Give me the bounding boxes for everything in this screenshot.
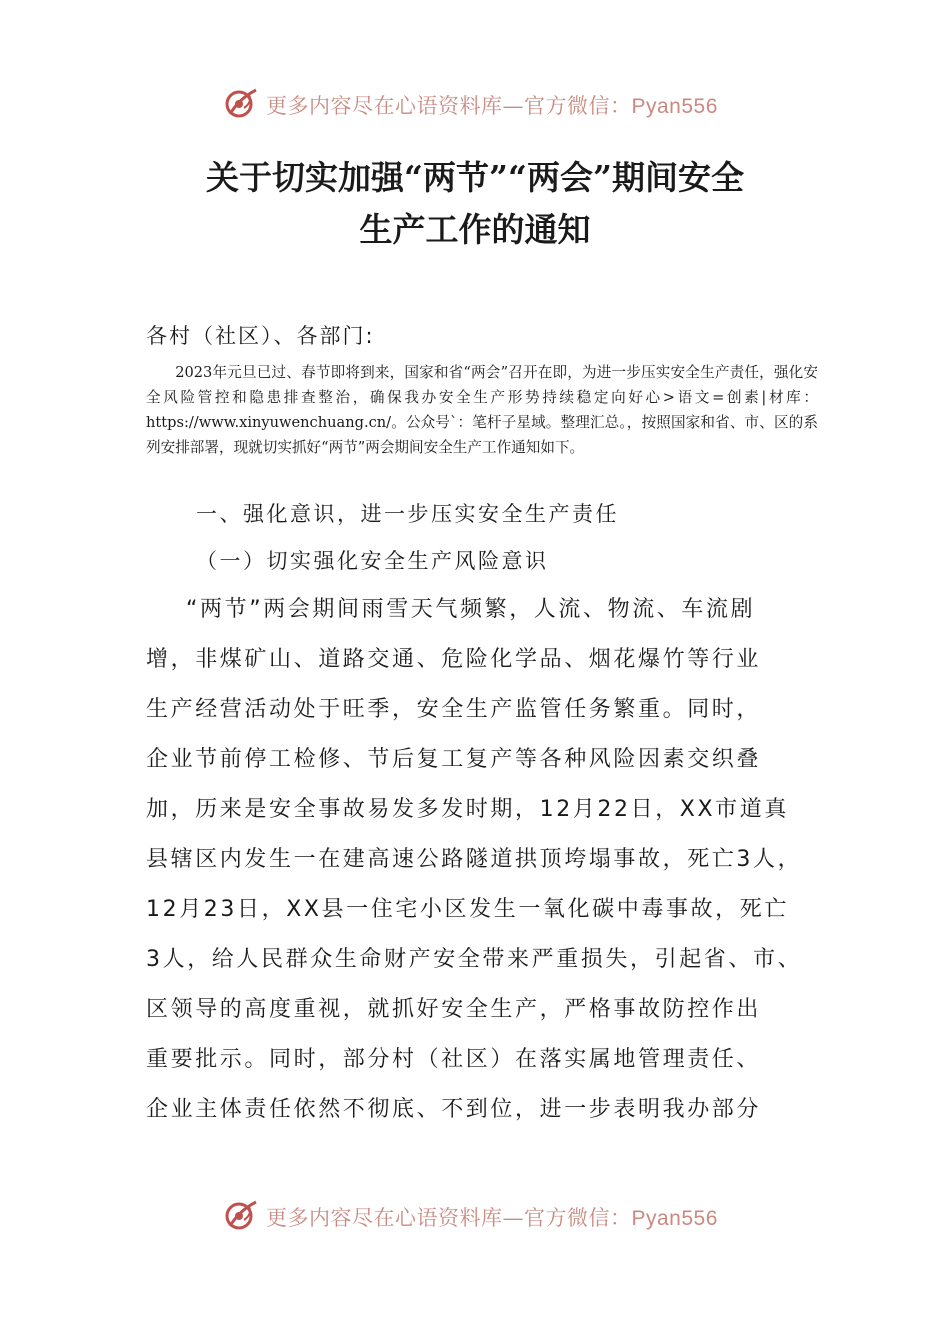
banner-text bbox=[266, 1202, 718, 1232]
banner-main-text: 更多内容尽在心语资料库 bbox=[266, 1206, 503, 1230]
body-line: 加，历来是安全事故易发多发时期，12月22日，XX市道真 bbox=[146, 797, 789, 822]
feather-swirl-logo-icon bbox=[222, 84, 262, 124]
subsection-heading-1: （一）切实强化安全生产风险意识 bbox=[196, 549, 549, 573]
feather-swirl-logo-icon bbox=[222, 1196, 262, 1236]
body-paragraph bbox=[146, 592, 818, 1142]
header-banner bbox=[0, 80, 950, 124]
body-line: 重要批示。同时，部分村（社区）在落实属地管理责任、 bbox=[146, 1047, 762, 1072]
body-line: 3人，给人民群众生命财产安全带来严重损失，引起省、市、 bbox=[146, 947, 803, 972]
intro-paragraph: 2023年元旦已过、春节即将到来，国家和省“两会”召开在即，为进一步压实安全生产责任，强化安全风险管控和隐患排查整治，确保我办安全生产形势持续稳定向好心>语文=创素|材库：https://www.xinyuwenchuang.cn/。公众号`：笔杆子星域。整理汇总。，按照国家和省、市、区的系列安排部署，现就切实抓好“两节”两会期间安全生产工作通知如下。 bbox=[146, 364, 818, 456]
salutation: 各村（社区）、各部门: bbox=[146, 324, 375, 348]
section-heading-1: 一、强化意识，进一步压实安全生产责任 bbox=[196, 502, 619, 526]
body-line: 12月23日，XX县一住宅小区发生一氧化碳中毒事故，死亡 bbox=[146, 897, 789, 922]
banner-text bbox=[266, 90, 718, 120]
body-line: 企业主体责任依然不彻底、不到位，进一步表明我办部分 bbox=[146, 1097, 762, 1122]
banner-wechat: 官方微信：Pyan556 bbox=[524, 1207, 718, 1230]
footer-banner bbox=[0, 1192, 950, 1236]
banner-separator: — bbox=[502, 94, 524, 118]
body-line: 企业节前停工检修、节后复工复产等各种风险因素交织叠 bbox=[146, 747, 762, 772]
body-line: 县辖区内发生一在建高速公路隧道拱顶垮塌事故，死亡3人， bbox=[146, 847, 803, 872]
body-line: 增，非煤矿山、道路交通、危险化学品、烟花爆竹等行业 bbox=[146, 647, 762, 672]
body-line: 生产经营活动处于旺季，安全生产监管任务繁重。同时， bbox=[146, 697, 762, 722]
document-title-line-2: 生产工作的通知 bbox=[359, 210, 591, 249]
banner-wechat: 官方微信：Pyan556 bbox=[524, 95, 718, 118]
banner-separator: — bbox=[502, 1206, 524, 1230]
banner-main-text: 更多内容尽在心语资料库 bbox=[266, 94, 503, 118]
body-line: “两节”两会期间雨雪天气频繁，人流、物流、车流剧 bbox=[186, 597, 756, 622]
body-line: 区领导的高度重视，就抓好安全生产，严格事故防控作出 bbox=[146, 997, 762, 1022]
document-title-line-1: 关于切实加强“两节”“两会”期间安全 bbox=[206, 158, 744, 197]
